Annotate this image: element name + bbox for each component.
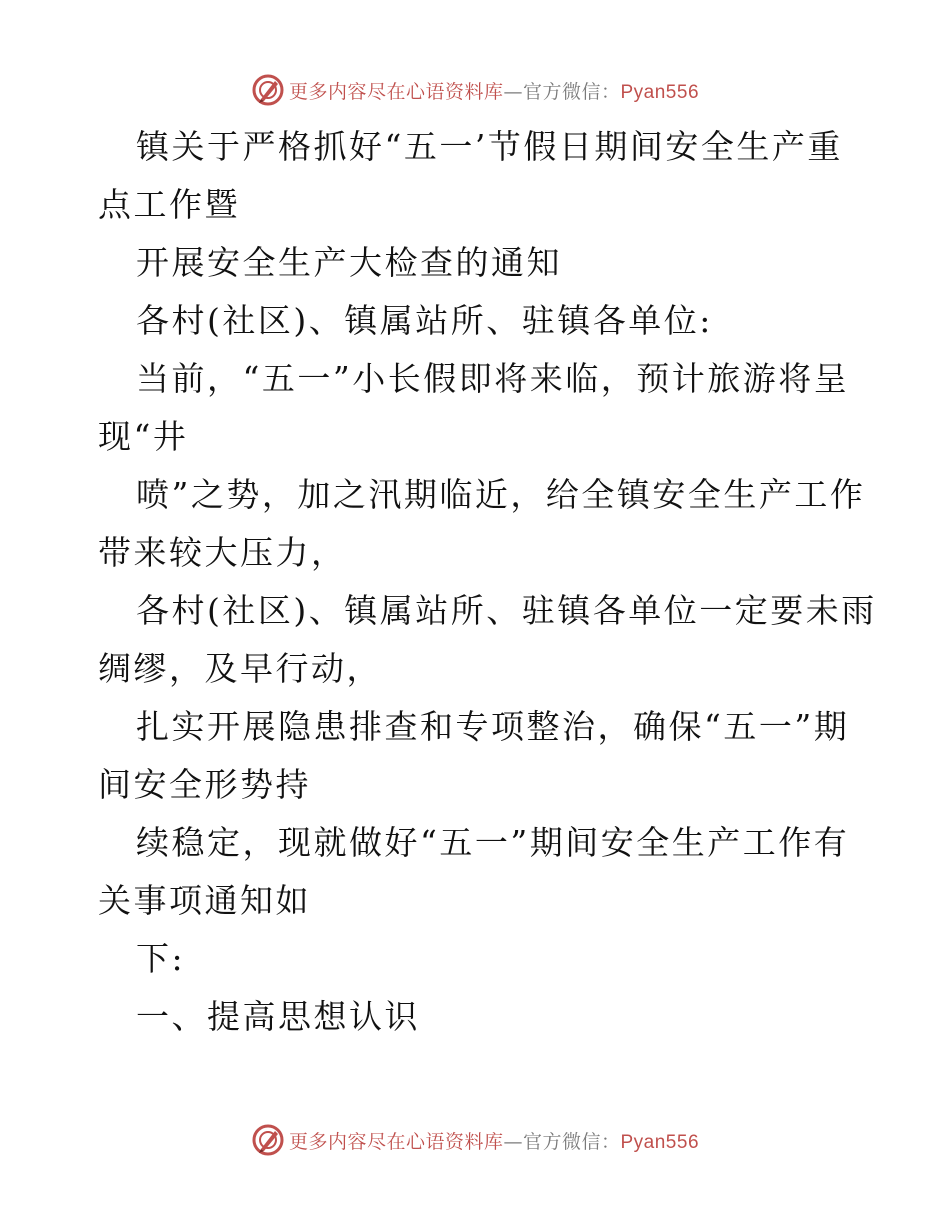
doc-paragraph-line: 现“井 bbox=[98, 417, 189, 456]
header-banner-text: 更多内容尽在心语资料库—官方微信：Pyan556 bbox=[288, 80, 700, 103]
doc-paragraph-line: 绸缪，及早行动， bbox=[98, 649, 382, 688]
footer-banner bbox=[0, 1120, 950, 1160]
doc-section-heading: 一、提高思想认识 bbox=[136, 997, 420, 1036]
doc-paragraph-line: 带来较大压力， bbox=[98, 533, 347, 572]
doc-title-line-3: 开展安全生产大检查的通知 bbox=[136, 243, 562, 282]
document-body bbox=[98, 118, 877, 1046]
doc-paragraph-line: 各村(社区)、镇属站所、驻镇各单位一定要未雨 bbox=[136, 591, 877, 630]
doc-title-line-2: 点工作暨 bbox=[98, 185, 240, 224]
pen-logo-icon bbox=[251, 1123, 285, 1157]
doc-paragraph-line: 间安全形势持 bbox=[98, 765, 311, 804]
doc-addressee: 各村(社区)、镇属站所、驻镇各单位: bbox=[136, 301, 713, 340]
doc-paragraph-line: 扎实开展隐患排查和专项整治，确保“五一”期 bbox=[136, 707, 850, 746]
doc-paragraph-line: 续稳定，现就做好“五一”期间安全生产工作有 bbox=[136, 823, 850, 862]
doc-paragraph-line: 当前，“五一”小长假即将来临，预计旅游将呈 bbox=[136, 359, 850, 398]
doc-title-line-1: 镇关于严格抓好“五一’节假日期间安全生产重 bbox=[136, 127, 843, 166]
pen-logo-icon bbox=[251, 73, 285, 107]
header-banner bbox=[0, 70, 950, 110]
doc-paragraph-line: 下: bbox=[136, 939, 186, 978]
doc-paragraph-line: 喷”之势，加之汛期临近，给全镇安全生产工作 bbox=[136, 475, 866, 514]
doc-paragraph-line: 关事项通知如 bbox=[98, 881, 311, 920]
footer-banner-text: 更多内容尽在心语资料库—官方微信：Pyan556 bbox=[288, 1130, 700, 1153]
